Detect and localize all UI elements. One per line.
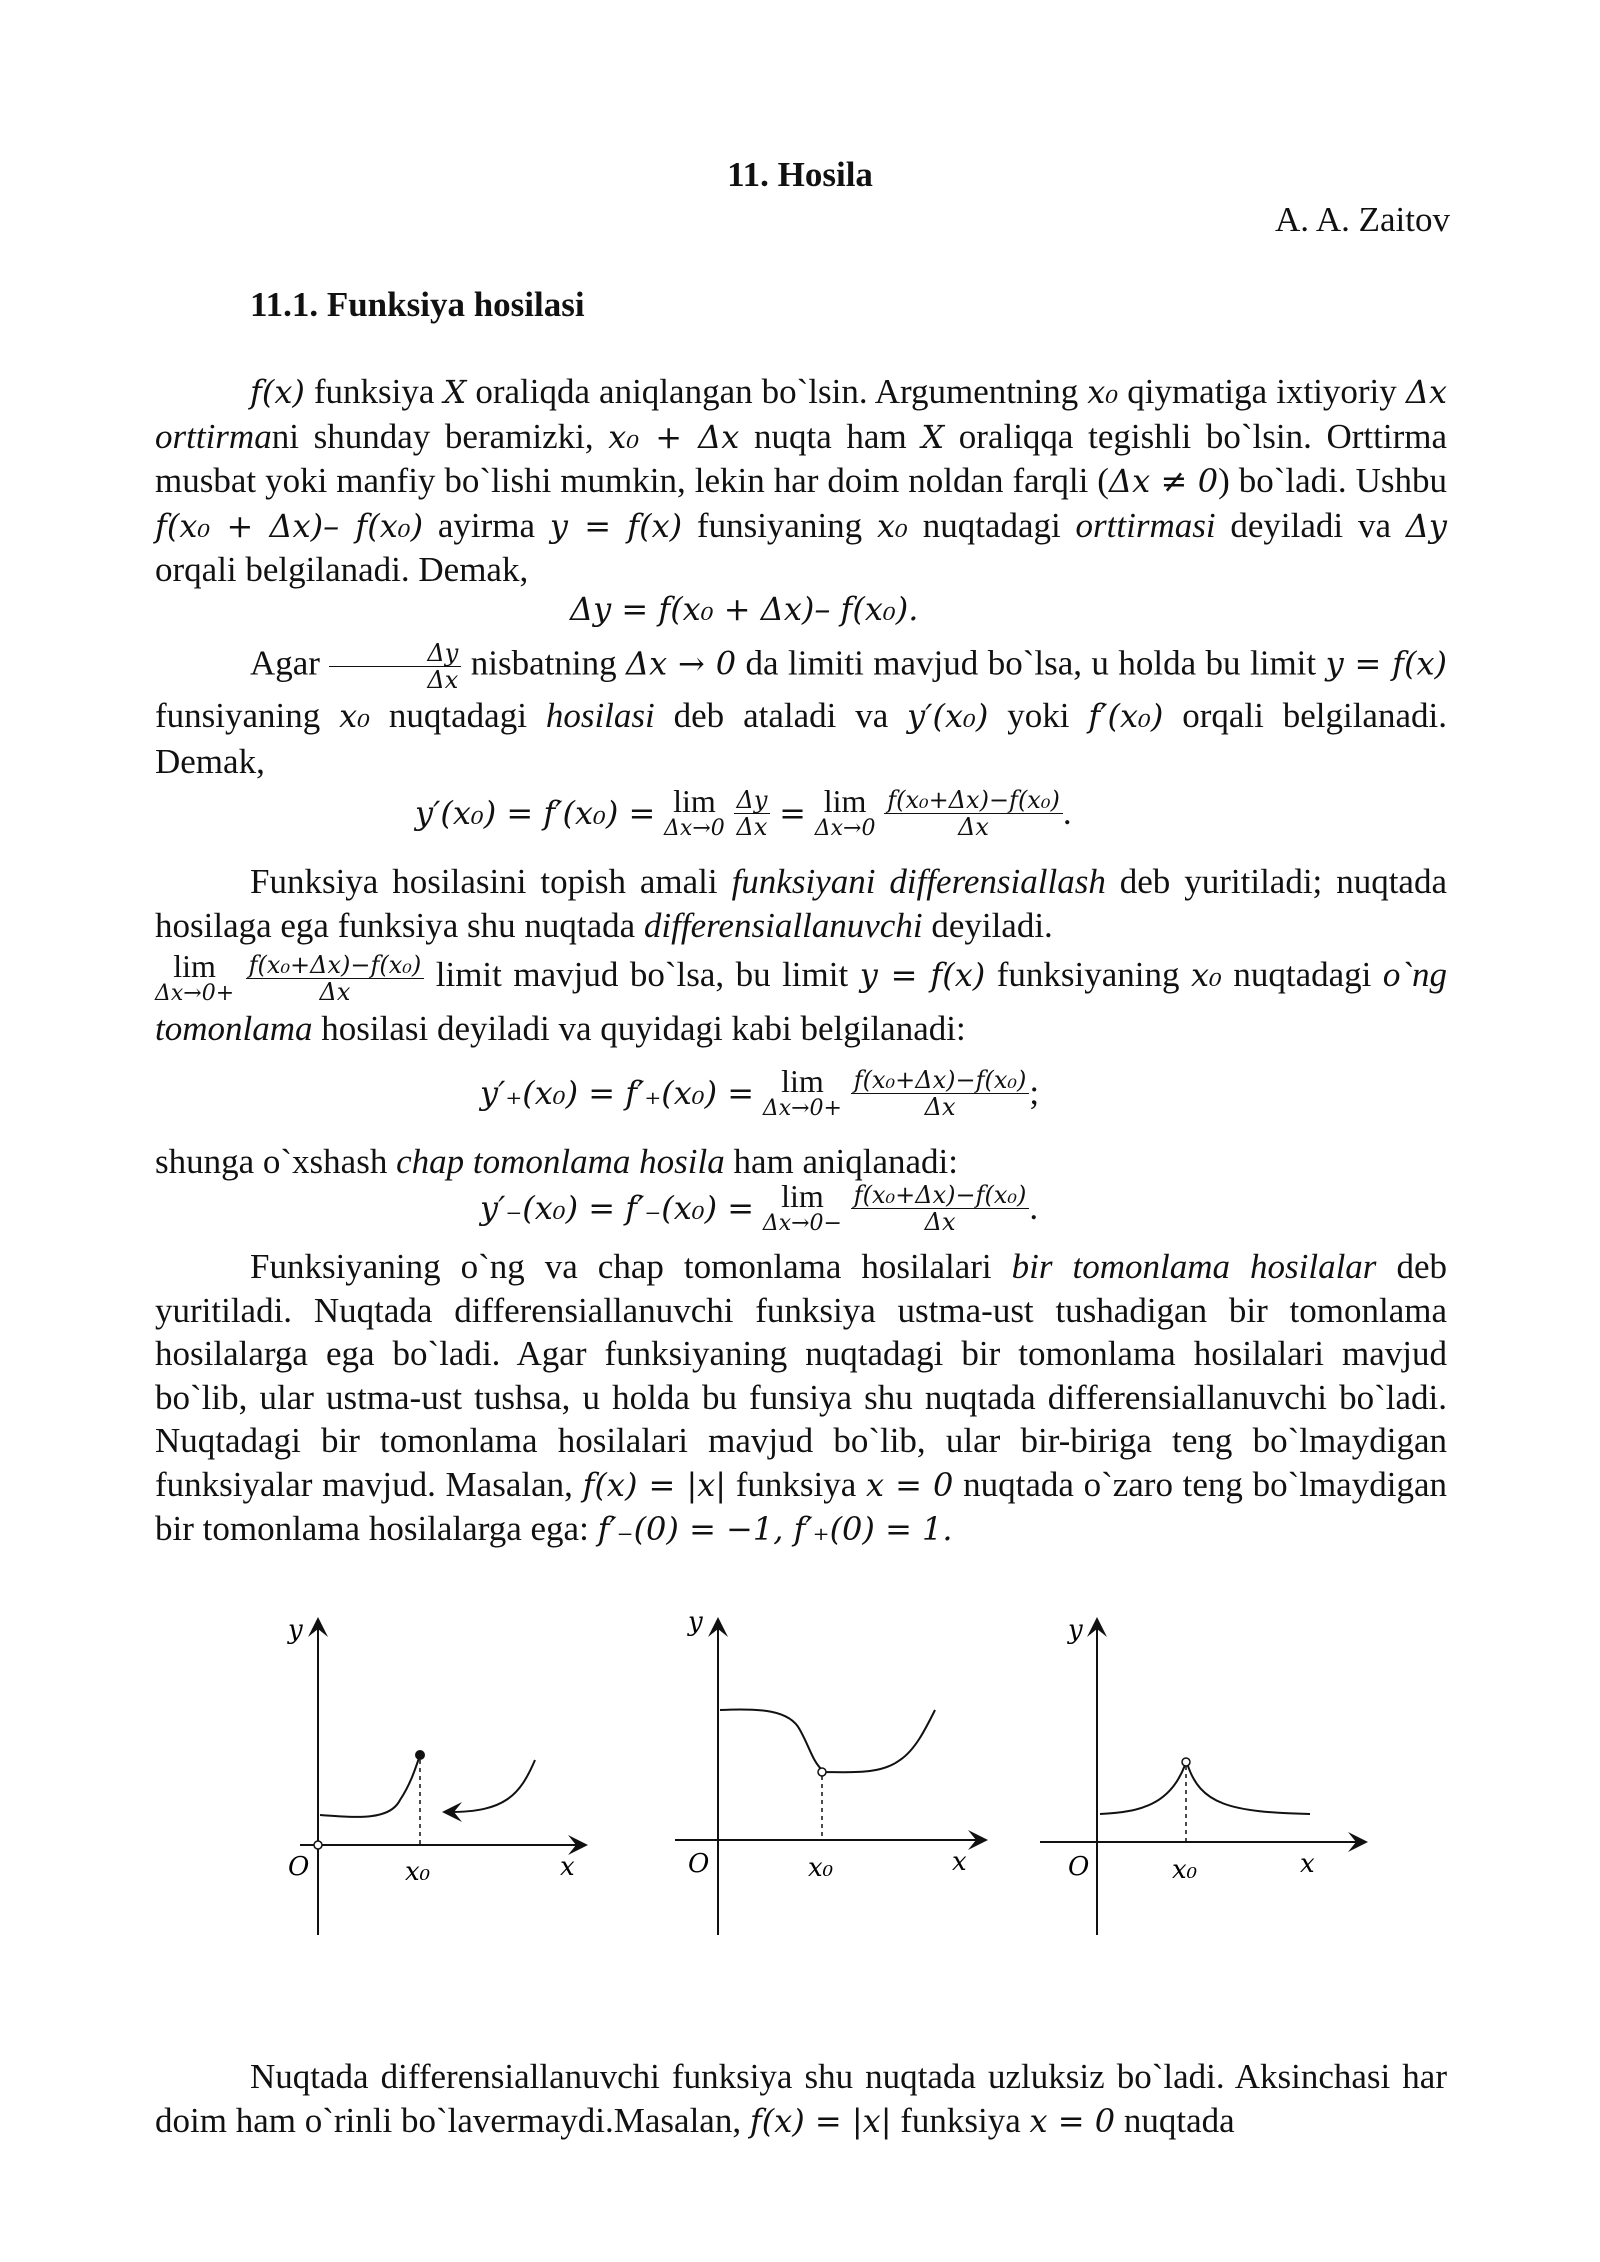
figure-1-jump-discontinuity bbox=[287, 1615, 580, 1935]
chapter-title: 11. Hosila bbox=[727, 155, 873, 194]
origin-label: O bbox=[288, 1852, 310, 1882]
y-axis-label: y bbox=[1068, 1615, 1083, 1645]
origin-label: O bbox=[1068, 1852, 1090, 1882]
right-branch-arrow bbox=[450, 1760, 535, 1812]
derivative-limit-equation: y′(x₀) = f′(x₀) = lim Δx→0 $\frac{\Delta y}{\Delta x}$ = lim Δx→0 $\frac{\text{f(x₀+Δx)−f(x₀)}}{\Delta x}$ . bbox=[415, 783, 1072, 841]
origin-label: O bbox=[688, 1849, 710, 1879]
figures-one-sided-derivatives bbox=[0, 1600, 1600, 1960]
left-branch bbox=[320, 1755, 420, 1817]
figure-3-cusp bbox=[1040, 1615, 1360, 1935]
section-heading: 11.1. Funksiya hosilasi bbox=[250, 285, 585, 324]
x-axis-label: x bbox=[560, 1852, 575, 1882]
x0-label: x₀ bbox=[405, 1857, 431, 1887]
increment-equation: Δy = f(x₀ + Δx)– f(x₀). bbox=[570, 590, 919, 628]
right-branch bbox=[822, 1710, 935, 1772]
x0-label: x₀ bbox=[1172, 1855, 1198, 1885]
left-branch bbox=[1100, 1765, 1185, 1814]
y-axis-label: y bbox=[688, 1607, 703, 1637]
x0-label: x₀ bbox=[808, 1853, 834, 1883]
paragraph-derivative-definition: Agar $\frac{\Delta y}{\Delta x}$ nisbatning Δx → 0 da limiti mavjud bo`lsa, u holda bu limit y = f(x) funsiyaning x₀ nuqtadagi hosilasi deb ataladi va y′(x₀) yoki f′(x₀) orqali belgilanadi. Demak, bbox=[155, 639, 1448, 781]
paragraph-differentiation: Funksiya hosilasini topish amali funksiyani differensiallash deb yuritiladi; nuqtada hosilaga ega funksiya shu nuqtada differensiallanuvchi deyiladi. bbox=[155, 862, 1448, 945]
x-axis-label: x bbox=[952, 1847, 967, 1877]
paragraph-left-derivative: shunga o`xshash chap tomonlama hosila ham aniqlanadi: bbox=[155, 1142, 958, 1181]
paragraph-continuity: Nuqtada differensiallanuvchi funksiya shu nuqtada uzluksiz bo`ladi. Aksinchasi har doim ham o`rinli bo`lavermaydi.Masalan, f(x) = |x| funksiya x = 0 nuqtada bbox=[155, 2057, 1447, 2140]
author-name: A. A. Zaitov bbox=[1275, 200, 1450, 239]
paragraph-right-derivative: lim Δx→0+ $\frac{\text{f(x₀+Δx)−f(x₀)}}{\Delta x}$ limit mavjud bo`lsa, bu limit y = f(x) funksiyaning x₀ nuqtadagi o`ng tomonlama hosilasi deyiladi va quyidagi kabi belgilanadi: bbox=[155, 948, 1447, 1048]
dy-dx-fraction: $\frac{\Delta y}{\Delta x}$ bbox=[329, 640, 461, 693]
y-axis-label: y bbox=[288, 1615, 303, 1645]
right-derivative-equation: y′₊(x₀) = f′₊(x₀) = lim Δx→0+ $\frac{\text{f(x₀+Δx)−f(x₀)}}{\Delta x}$ ; bbox=[480, 1063, 1040, 1121]
paragraph-increment-definition: f(x) funksiya X oraliqda aniqlangan bo`lsin. Argumentning x₀ qiymatiga ixtiyoriy Δx orttirmani shunday beramizki, x₀ + Δx nuqta ham X oraliqqa tegishli bo`lsin. Orttirma musbat yoki manfiy bo`lishi mumkin, lekin har doim noldan farqli (Δx ≠ 0) bo`ladi. Ushbu f(x₀ + Δx)– f(x₀) ayirma y = f(x) funsiyaning x₀ nuqtadagi orttirmasi deyiladi va Δy orqali belgilanadi. Demak, bbox=[155, 372, 1448, 589]
limit-operator: lim Δx→0 bbox=[664, 783, 725, 841]
left-derivative-equation: y′₋(x₀) = f′₋(x₀) = lim Δx→0− $\frac{\text{f(x₀+Δx)−f(x₀)}}{\Delta x}$ . bbox=[480, 1178, 1039, 1236]
limit-operator-2: lim Δx→0 bbox=[814, 783, 876, 841]
left-branch bbox=[720, 1709, 822, 1770]
paragraph-one-sided: Funksiyaning o`ng va chap tomonlama hosilalari bir tomonlama hosilalar deb yuritiladi. Nuqtada differensiallanuvchi funksiya ustma-ust tushadigan bir tomonlama hosilalarga ega bo`ladi. Agar funksiyaning nuqtadagi bir tomonlama hosilalari mavjud bo`lib, ular ustma-ust tushsa, u holda bu funsiya shu nuqtada differensiallanuvchi bo`ladi. Nuqtadagi bir tomonlama hosilalari mavjud bo`lib, ular bir-biriga teng bo`lmaydigan funksiyalar mavjud. Masalan, f(x) = |x| funksiya x = 0 nuqtada o`zaro teng bo`lmaydigan bir tomonlama hosilalarga ega: f′₋(0) = −1, f′₊(0) = 1. bbox=[155, 1247, 1447, 1548]
x-axis-label: x bbox=[1300, 1849, 1315, 1879]
right-branch bbox=[1187, 1763, 1310, 1814]
limit-operator-right: lim Δx→0+ bbox=[155, 948, 235, 1006]
endpoint-dot bbox=[415, 1750, 425, 1760]
figure-2-corner bbox=[675, 1607, 980, 1935]
